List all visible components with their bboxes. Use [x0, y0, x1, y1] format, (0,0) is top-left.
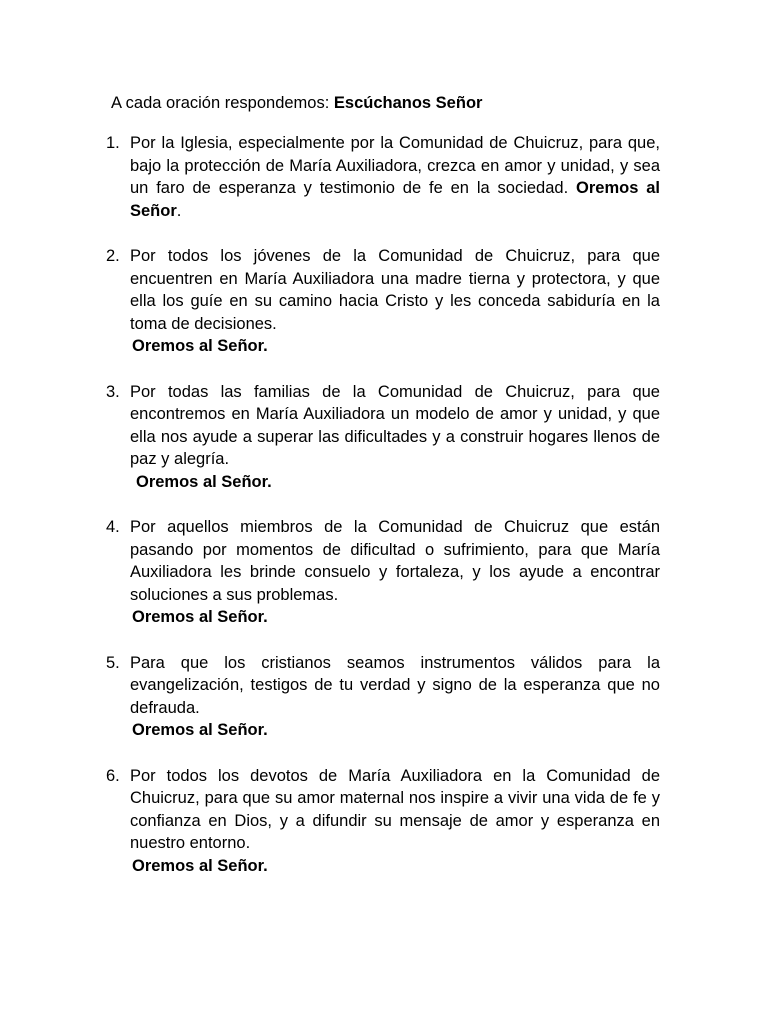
- petition-response: Oremos al Señor.: [136, 472, 272, 491]
- petition-number: 3.: [106, 382, 120, 401]
- petition-item: [106, 381, 660, 494]
- petition-item: [106, 132, 660, 222]
- petition-text: Por todos los devotos de María Auxiliadora en la Comunidad de Chuicruz, para que su amor maternal nos inspire a vivir una vida de fe y confianza en Dios, y a difundir su mensaje de amor y esperanza en nuestro entorno.: [130, 766, 660, 853]
- petition-list: [106, 132, 660, 878]
- intro-response: Escúchanos Señor: [333, 94, 483, 112]
- petition-content: [130, 245, 660, 358]
- petition-item: [106, 245, 660, 358]
- petition-response: Oremos al Señor.: [132, 608, 268, 627]
- intro-line: [111, 92, 671, 115]
- petition-item: [106, 652, 660, 742]
- petition-item: [106, 516, 660, 629]
- petition-item: [106, 765, 660, 878]
- petition-number: 4.: [106, 518, 120, 537]
- petition-text: [130, 132, 660, 222]
- petition-number: 5.: [106, 653, 120, 672]
- petition-response: Oremos al Señor: [130, 179, 660, 220]
- petition-content: [130, 652, 660, 742]
- petition-response: Oremos al Señor.: [132, 857, 268, 875]
- petition-text: Por todos los jóvenes de la Comunidad de Chuicruz, para que encuentren en María Auxiliadora una madre tierna y protectora, y que ella los guíe en su camino hacia Cristo y les conceda sabiduría en la toma de decisiones.: [130, 246, 660, 333]
- petition-number: 6.: [106, 766, 120, 785]
- petition-trailing: .: [176, 201, 182, 220]
- petition-text: Por aquellos miembros de la Comunidad de Chuicruz que están pasando por momentos de dificultad o sufrimiento, para que María Auxiliadora les brinde consuelo y fortaleza, y los ayude a encontrar soluciones a sus problemas.: [130, 518, 660, 604]
- petition-body: Por la Iglesia, especialmente por la Comunidad de Chuicruz, para que, bajo la protección de María Auxiliadora, crezca en amor y unidad, y sea un faro de esperanza y testimonio de fe en la sociedad.: [130, 134, 660, 198]
- petition-number: 2.: [106, 246, 120, 265]
- petition-content: [130, 132, 660, 222]
- petition-content: [130, 516, 660, 629]
- petition-response: Oremos al Señor.: [132, 337, 268, 356]
- petition-content: [130, 381, 660, 494]
- intro-prefix: A cada oración respondemos:: [111, 94, 334, 112]
- petition-text: Para que los cristianos seamos instrumentos válidos para la evangelización, testigos de tu verdad y signo de la esperanza que no defrauda.: [130, 653, 660, 717]
- petition-text: Por todas las familias de la Comunidad de Chuicruz, para que encontremos en María Auxiliadora un modelo de amor y unidad, y que ella nos ayude a superar las dificultades y a construir hogares llenos de paz y alegría.: [130, 382, 660, 469]
- petition-number: 1.: [106, 134, 120, 152]
- petition-response: Oremos al Señor.: [132, 721, 268, 740]
- petition-content: [130, 765, 660, 878]
